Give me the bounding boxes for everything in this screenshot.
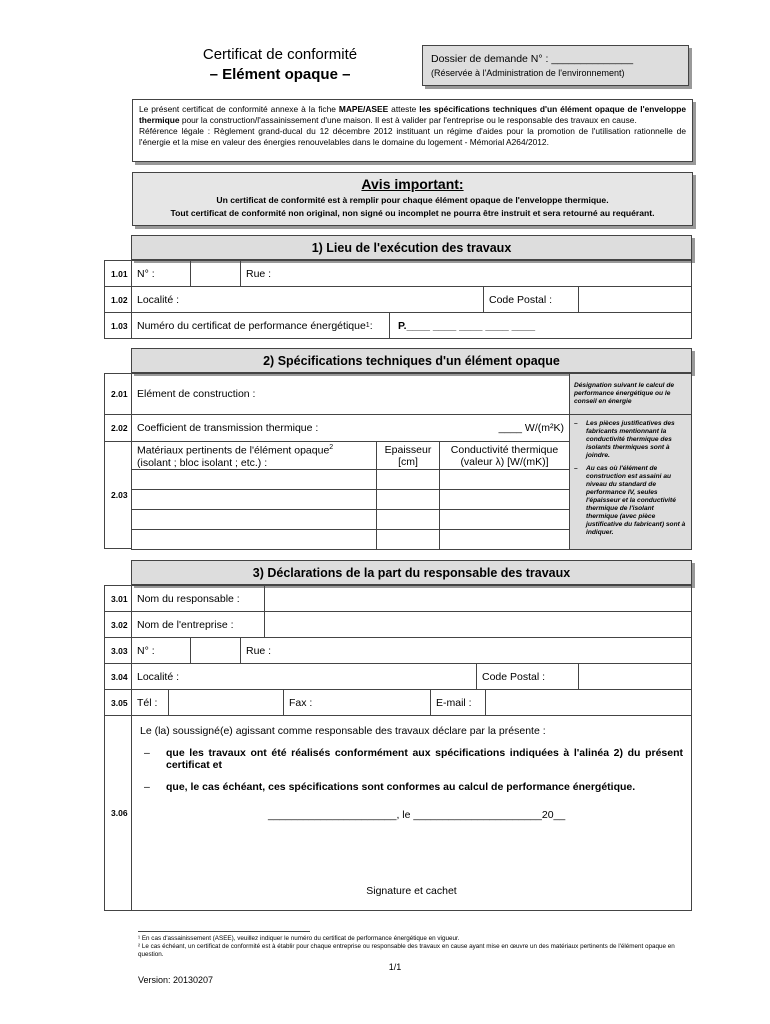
material-input[interactable]: [131, 509, 377, 530]
date-line[interactable]: ______________________, le ______________________20__: [268, 809, 566, 821]
declaration-item-1: – que les travaux ont été réalisés conformément aux spécifications indiquées à l'alinéa 2) du présent certificat et: [144, 747, 683, 771]
code-postal-label: Code Postal :: [476, 663, 579, 690]
materials-header: Matériaux pertinents de l'élément opaque$^2$ (isolant ; bloc isolant ; etc.) :: [131, 441, 377, 470]
conductivity-input[interactable]: [439, 469, 570, 490]
responsable-name-input[interactable]: [264, 585, 692, 612]
responsable-name-label: Nom du responsable :: [131, 585, 265, 612]
code-postal-label: Code Postal :: [483, 286, 579, 313]
tel-input[interactable]: [168, 689, 284, 716]
footnote-2: ² Le cas échéant, un certificat de conformité est à établir pour chaque entreprise ou responsable des travaux en cause ayant mise en œuvre un des matériaux pertinents de l'élément opaque en question.: [138, 943, 675, 958]
code-postal-input[interactable]: [578, 286, 692, 313]
thickness-input[interactable]: [376, 489, 440, 510]
row-number: 2.03: [104, 441, 132, 549]
notice-box: [132, 172, 693, 226]
no-label: N° :: [131, 260, 191, 287]
no-input[interactable]: [190, 260, 241, 287]
declaration-item-2: – que, le cas échéant, ces spécifications sont conformes au calcul de performance énergétique.: [144, 781, 636, 793]
declaration-box: [131, 715, 692, 911]
coefficient-input[interactable]: Coefficient de transmission thermique : ____ W/(m²K): [131, 414, 570, 442]
row-number: 1.03: [104, 312, 132, 339]
conductivity-header: Conductivité thermique (valeur λ) [W/(mK)]: [439, 441, 570, 470]
page-number: 1/1: [388, 962, 402, 972]
row-number: 3.06: [104, 715, 132, 911]
conductivity-input[interactable]: [439, 489, 570, 510]
footnotes: [138, 935, 690, 959]
rue-input[interactable]: Rue :: [240, 637, 692, 664]
thickness-input[interactable]: [376, 509, 440, 530]
no-label: N° :: [131, 637, 191, 664]
row-number: 2.01: [104, 373, 132, 415]
row-number: 3.04: [104, 663, 132, 690]
certificate-number-label: Numéro du certificat de performance énergétique 1 :: [131, 312, 390, 339]
row-number: 2.02: [104, 414, 132, 442]
row-number: 1.01: [104, 260, 132, 287]
justification-note-box: [569, 414, 692, 550]
row-number: 3.03: [104, 637, 132, 664]
designation-note: Désignation suivant le calcul de performance énergétique ou le conseil en énergie: [569, 373, 692, 415]
material-input[interactable]: [131, 469, 377, 490]
footnote-1: ¹ En cas d'assainissement (ASEE), veuillez indiquer le numéro du certificat de performance énergétique en vigueur.: [138, 935, 460, 942]
email-label: E-mail :: [430, 689, 486, 716]
thickness-input[interactable]: [376, 529, 440, 550]
conductivity-input[interactable]: [439, 529, 570, 550]
company-name-input[interactable]: [264, 611, 692, 638]
row-number: 3.01: [104, 585, 132, 612]
material-input[interactable]: [131, 529, 377, 550]
thickness-header: Epaisseur [cm]: [376, 441, 440, 470]
intro-paragraph-1: Le présent certificat de conformité annexe à la fiche MAPE/ASEE atteste les spécifications techniques d'un élément opaque de l'enveloppe thermique pour la construction/l'assainissement d'une maison. Il est à valider par l'entreprise ou le responsable des travaux en cause.: [139, 104, 687, 125]
rue-input[interactable]: Rue :: [240, 260, 692, 287]
declaration-intro: Le (la) soussigné(e) agissant comme responsable des travaux déclare par la présente :: [140, 725, 546, 737]
certificate-number-input[interactable]: P.____ ____ ____ ____ ____: [389, 312, 692, 339]
version-label: Version: 20130207: [138, 975, 214, 985]
row-number: 3.02: [104, 611, 132, 638]
dossier-note: (Réservée à l'Administration de l'environnement): [431, 68, 625, 78]
notice-line-1: Un certificat de conformité est à remplir pour chaque élément opaque de l'enveloppe thermique.: [216, 195, 609, 205]
dossier-box: [422, 45, 689, 86]
justification-note-1: – Les pièces justificatives des fabricants mentionnant la conductivité thermique des isolants thermiques sont à joindre.: [574, 420, 675, 459]
conductivity-input[interactable]: [439, 509, 570, 530]
signature-label: Signature et cachet: [366, 885, 457, 897]
dossier-label: Dossier de demande N° : ______________: [431, 53, 634, 65]
title-line-1: Certificat de conformité: [202, 46, 358, 63]
notice-title: Avis important:: [361, 176, 464, 192]
row-number: 1.02: [104, 286, 132, 313]
section-1-header: 1) Lieu de l'exécution des travaux: [131, 235, 692, 260]
title-line-2: – Elément opaque –: [209, 66, 351, 83]
material-input[interactable]: [131, 489, 377, 510]
row-number: 3.05: [104, 689, 132, 716]
footnote-divider: [138, 931, 310, 932]
code-postal-input[interactable]: [578, 663, 692, 690]
localite-input[interactable]: Localité :: [131, 286, 484, 313]
intro-paragraph-2: Référence légale : Règlement grand-ducal du 12 décembre 2012 instituant un régime d'aides pour la promotion de l'utilisation rationnelle de l'énergie et la mise en valeur des énergies renouvelables dans le domaine du logement - Mémorial A264/2012.: [139, 126, 686, 147]
section-2-header: 2) Spécifications techniques d'un élément opaque: [131, 348, 692, 373]
email-input[interactable]: [485, 689, 692, 716]
company-name-label: Nom de l'entreprise :: [131, 611, 265, 638]
justification-note-2: – Au cas où l'élément de construction est assaini au niveau du standard de performance IV, seules l'épaisseur et la conductivité thermique de l'isolant thermique (avec pièce justificative du fabricant) sont à indiquer.: [574, 465, 686, 536]
localite-input[interactable]: Localité :: [131, 663, 477, 690]
intro-box: [132, 99, 693, 162]
tel-label: Tél :: [131, 689, 169, 716]
no-input[interactable]: [190, 637, 241, 664]
fax-input[interactable]: Fax :: [283, 689, 431, 716]
notice-line-2: Tout certificat de conformité non original, non signé ou incomplet ne pourra être instruit et sera retourné au requérant.: [170, 208, 655, 218]
element-construction-input[interactable]: Elément de construction :: [131, 373, 570, 415]
thickness-input[interactable]: [376, 469, 440, 490]
section-3-header: 3) Déclarations de la part du responsable des travaux: [131, 560, 692, 585]
